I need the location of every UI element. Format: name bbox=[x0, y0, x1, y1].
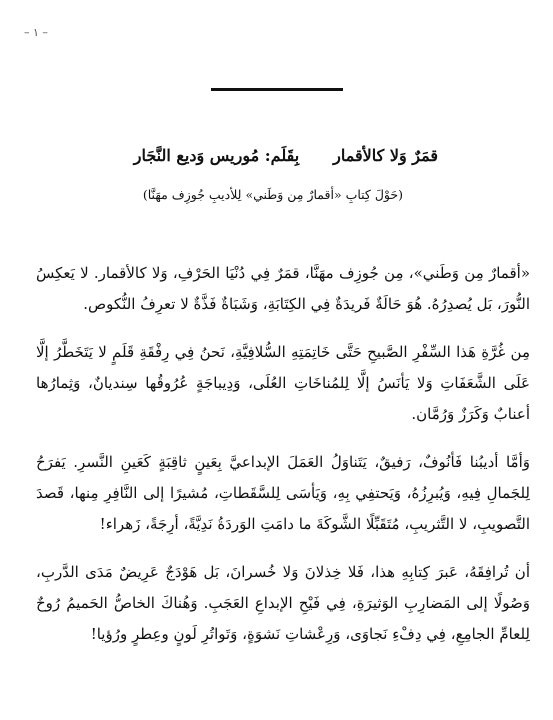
article-body bbox=[36, 258, 530, 667]
body-paragraph-2: مِن غُرَّةِ هَذا السِّفْرِ الصَّبيحِ حَتَّى خَاتِمَتِهِ السُّلافِيَّةِ، نَحنُ فِي رِفْقَةِ قَلَمٍ لا يَتَخَطَّرُ إلَّا عَلَى الشَّعَفَاتِ وَلا يَأنَسُ إلَّا لِلمُناخَاتِ العُلَى، وَدِيباجَةٍ عُرُوقُها سِنديانٌ، وَثِمارُها أعنابٌ وَكَرَزٌ وَرُمَّان. bbox=[36, 343, 530, 423]
body-paragraph-3: وَأمَّا أديبُنا فَأنُوفٌ، رَفيقٌ، يَتَناوَلُ العَمَلَ الإبداعيَّ بِعَينٍ ثاقِبَةٍ كَعَينِ النَّسرِ. يَفرَحُ لِلجَمالِ فِيهِ، وَيُبرِزُهُ، وَيَحتفِي بِهِ، وَيَأسَى لِلسَّقَطاتِ، مُشيرًا إلى النَّافِرِ مِنها، قَصدَ التَّصويبِ، لا التَّثريبِ، مُتَقَبِّلًا الشَّوكَةَ ما دامَتِ الوَردَةُ نَدِيَّةً، أرِجَةً، زَهراء! bbox=[36, 453, 530, 533]
author-byline: بِقَلَم: مُوريس وَديع النَّجَار bbox=[133, 146, 300, 165]
body-paragraph-1: «أقمارٌ مِن وَطَني»، مِن جُوزِف مهَنَّا، قمَرٌ فِي دُنْيَا الحَرْفِ، وَلا كالأقمار. لا يَعكِسُ النُّورَ، بَل يُصدِرُهُ. هُوَ حَالَةٌ فَريدَةٌ فِي الكِتَابَةِ، وَشَبَاةٌ فَذَّةٌ لا تعرِفُ النُّكوص. bbox=[36, 264, 530, 313]
title-rule bbox=[211, 88, 343, 91]
article-title: قمَرٌ وَلا كالأقمار bbox=[333, 146, 438, 165]
body-paragraph-4: أن تُرافِقَهُ، عَبرَ كِتابِهِ هذا، فَلا خِذلانَ وَلا خُسرانَ، بَل هَوْدَجٌ عَرِيضٌ مَدَى الدَّربِ، وَصُولًا إلى المَضارِبِ الوَثيرَةِ، فِي فَيْحِ الإبداعِ العَجَبِ. وَهُناكَ الخاصُّ الحَميمُ رُوحٌ لِلعامِّ الجامِعِ، فِي دِفْءِ نَجاوَى، وَرِعْشاتِ نَشوَةٍ، وَتَواتُرِ لَونٍ وعِطرٍ ورُؤيا! bbox=[36, 563, 530, 643]
page-number: – ١ – bbox=[24, 26, 48, 39]
article-subtitle: (حَوْلَ كِتابِ «أقمارٌ مِن وَطَني» لِلأديبِ جُوزِف مهَنَّا) bbox=[142, 187, 403, 202]
article-heading bbox=[134, 146, 438, 165]
